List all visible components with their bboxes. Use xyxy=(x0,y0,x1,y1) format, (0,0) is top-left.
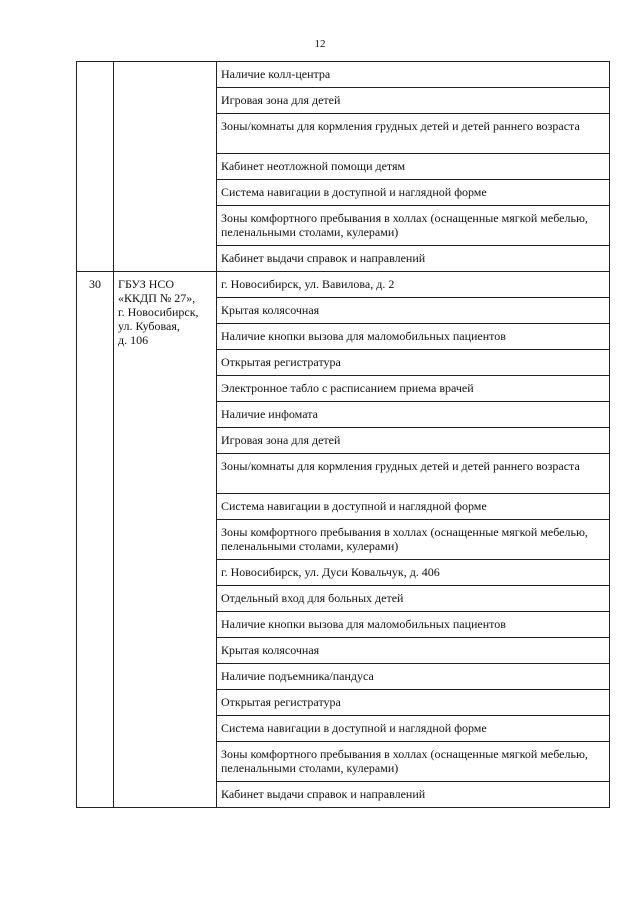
table-row xyxy=(77,272,610,298)
facilities-table xyxy=(76,61,610,808)
feature-cell: Наличие кнопки вызова для маломобильных пациентов xyxy=(217,324,610,350)
feature-cell: Игровая зона для детей xyxy=(217,428,610,454)
feature-cell: Крытая колясочная xyxy=(217,638,610,664)
organization-line: д. 106 xyxy=(118,333,149,347)
feature-cell: Наличие кнопки вызова для маломобильных пациентов xyxy=(217,612,610,638)
feature-cell: Система навигации в доступной и наглядной форме xyxy=(217,180,610,206)
entry-number: 30 xyxy=(77,272,114,808)
feature-cell: Наличие колл-центра xyxy=(217,62,610,88)
address-cell: г. Новосибирск, ул. Дуси Ковальчук, д. 406 xyxy=(217,560,610,586)
feature-cell: Отдельный вход для больных детей xyxy=(217,586,610,612)
address-cell: г. Новосибирск, ул. Вавилова, д. 2 xyxy=(217,272,610,298)
feature-cell: Зоны комфортного пребывания в холлах (оснащенные мягкой мебелью, пеленальными столами, кулерами) xyxy=(217,742,610,782)
feature-cell: Кабинет выдачи справок и направлений xyxy=(217,782,610,808)
feature-cell: Зоны/комнаты для кормления грудных детей и детей раннего возраста xyxy=(217,454,610,494)
page-number: 12 xyxy=(314,38,326,50)
feature-cell: Наличие подъемника/пандуса xyxy=(217,664,610,690)
feature-cell: Кабинет выдачи справок и направлений xyxy=(217,246,610,272)
feature-cell: Крытая колясочная xyxy=(217,298,610,324)
feature-cell: Кабинет неотложной помощи детям xyxy=(217,154,610,180)
table-row xyxy=(77,62,610,88)
feature-cell: Открытая регистратура xyxy=(217,350,610,376)
organization-line: ул. Кубовая, xyxy=(118,319,180,333)
organization-line: г. Новосибирск, xyxy=(118,305,199,319)
feature-cell: Зоны комфортного пребывания в холлах (оснащенные мягкой мебелью, пеленальными столами, кулерами) xyxy=(217,206,610,246)
organization-cell-empty xyxy=(114,62,217,272)
feature-cell: Наличие инфомата xyxy=(217,402,610,428)
feature-cell: Электронное табло с расписанием приема врачей xyxy=(217,376,610,402)
feature-cell: Система навигации в доступной и наглядной форме xyxy=(217,716,610,742)
feature-cell: Система навигации в доступной и наглядной форме xyxy=(217,494,610,520)
number-cell-empty xyxy=(77,62,114,272)
feature-cell: Зоны/комнаты для кормления грудных детей и детей раннего возраста xyxy=(217,114,610,154)
organization-line: «ККДП № 27», xyxy=(118,291,196,305)
feature-cell: Открытая регистратура xyxy=(217,690,610,716)
feature-cell: Игровая зона для детей xyxy=(217,88,610,114)
feature-cell: Зоны комфортного пребывания в холлах (оснащенные мягкой мебелью, пеленальными столами, кулерами) xyxy=(217,520,610,560)
organization-cell xyxy=(114,272,217,808)
organization-line: ГБУЗ НСО xyxy=(118,277,175,291)
